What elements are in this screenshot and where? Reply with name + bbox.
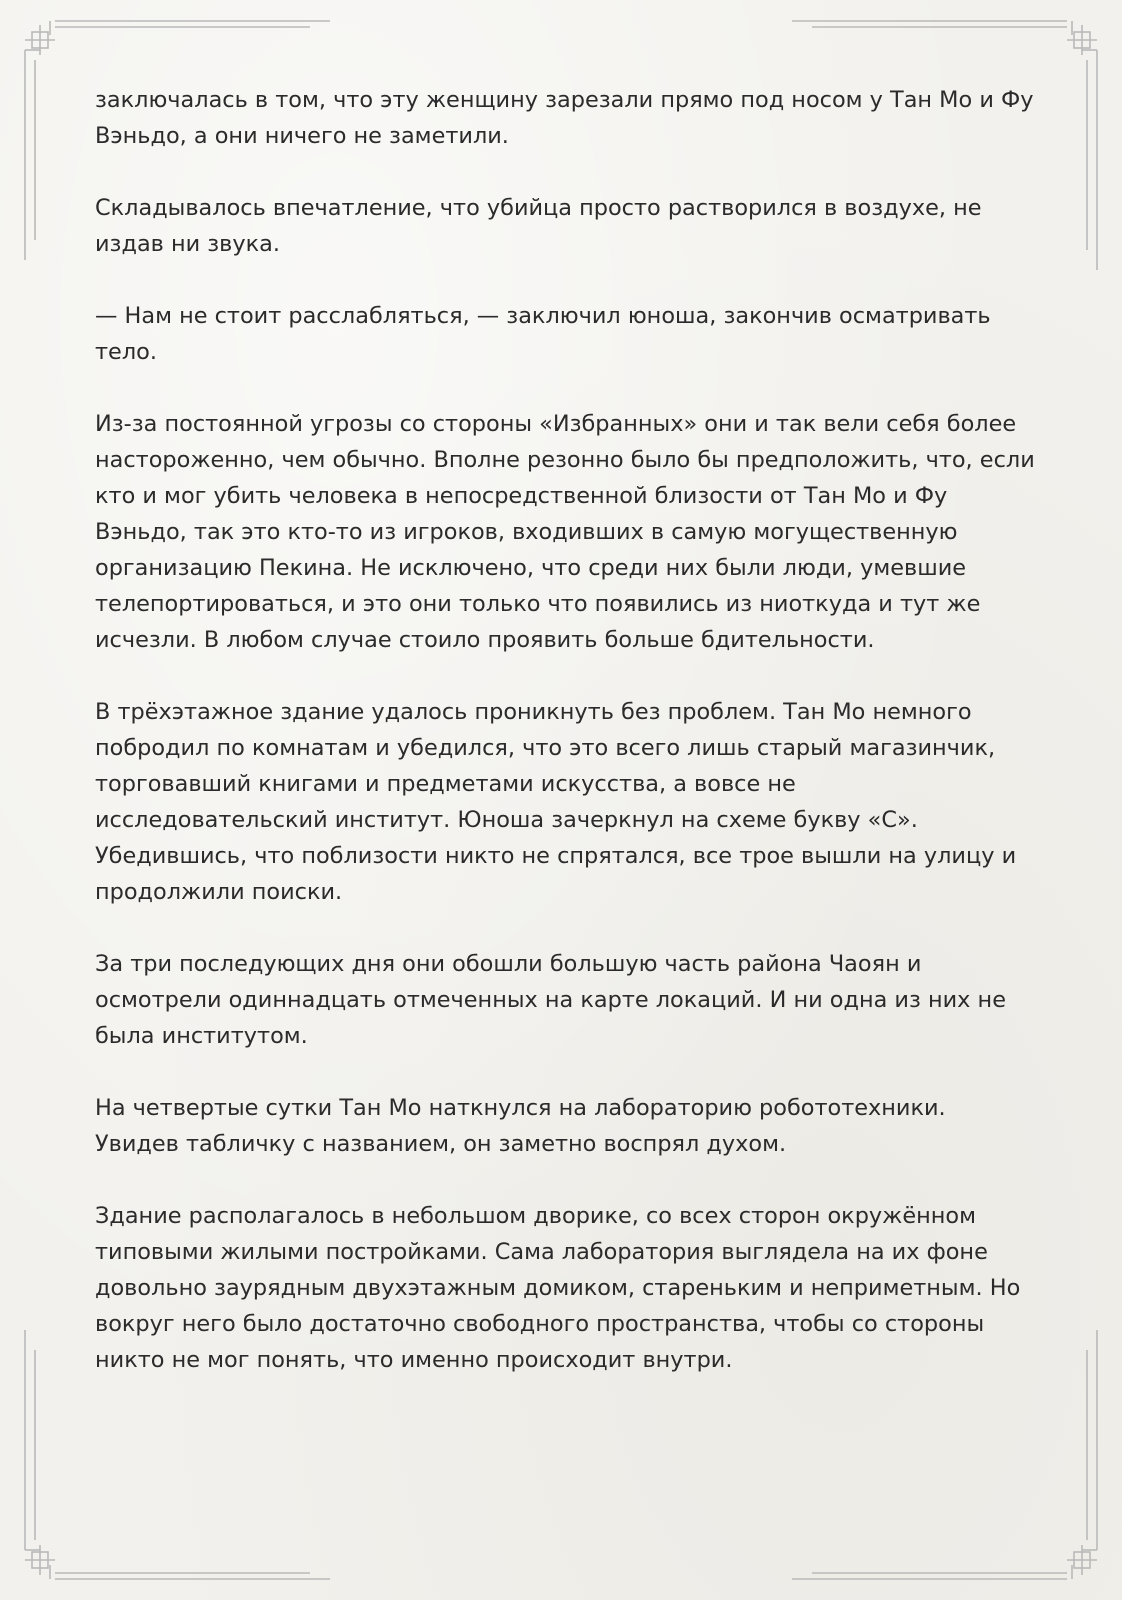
paragraph: Здание располагалось в небольшом дворике, со всех сторон окружённом типовыми жилыми постройками. Сама лаборатория выглядела на их фоне довольно заурядным двухэтажным домиком, стареньким и неприметным. Но вокруг него было достаточно свободного пространства, чтобы со стороны никто не мог понять, что именно происходит внутри.	[95, 1203, 1021, 1373]
document-body	[95, 82, 1035, 1414]
paragraph: На четвертые сутки Тан Мо наткнулся на лабораторию робототехники. Увидев табличку с названием, он заметно воспрял духом.	[95, 1095, 946, 1157]
paragraph: — Нам не стоит расслабляться, — заключил юноша, закончив осматривать тело.	[95, 303, 991, 365]
paragraph: За три последующих дня они обошли большую часть района Чаоян и осмотрели одиннадцать отмеченных на карте локаций. И ни одна из них не была институтом.	[95, 951, 1006, 1049]
paragraph: В трёхэтажное здание удалось проникнуть без проблем. Тан Мо немного побродил по комнатам и убедился, что это всего лишь старый магазинчик, торговавший книгами и предметами искусства, а вовсе не исследовательский институт. Юноша зачеркнул на схеме букву «С». Убедившись, что поблизости никто не спрятался, все трое вышли на улицу и продолжили поиски.	[95, 699, 1017, 905]
paragraph: заключалась в том, что эту женщину зарезали прямо под носом у Тан Мо и Фу Вэньдо, а они ничего не заметили.	[95, 87, 1034, 149]
paragraph: Из-за постоянной угрозы со стороны «Избранных» они и так вели себя более настороженно, чем обычно. Вполне резонно было бы предположить, что, если кто и мог убить человека в непосредственной близости от Тан Мо и Фу Вэньдо, так это кто-то из игроков, входивших в самую могущественную организацию Пекина. Не исключено, что среди них были люди, умевшие телепортироваться, и это они только что появились из ниоткуда и тут же исчезли. В любом случае стоило проявить больше бдительности.	[95, 411, 1035, 653]
paragraph: Складывалось впечатление, что убийца просто растворился в воздухе, не издав ни звука.	[95, 195, 982, 257]
